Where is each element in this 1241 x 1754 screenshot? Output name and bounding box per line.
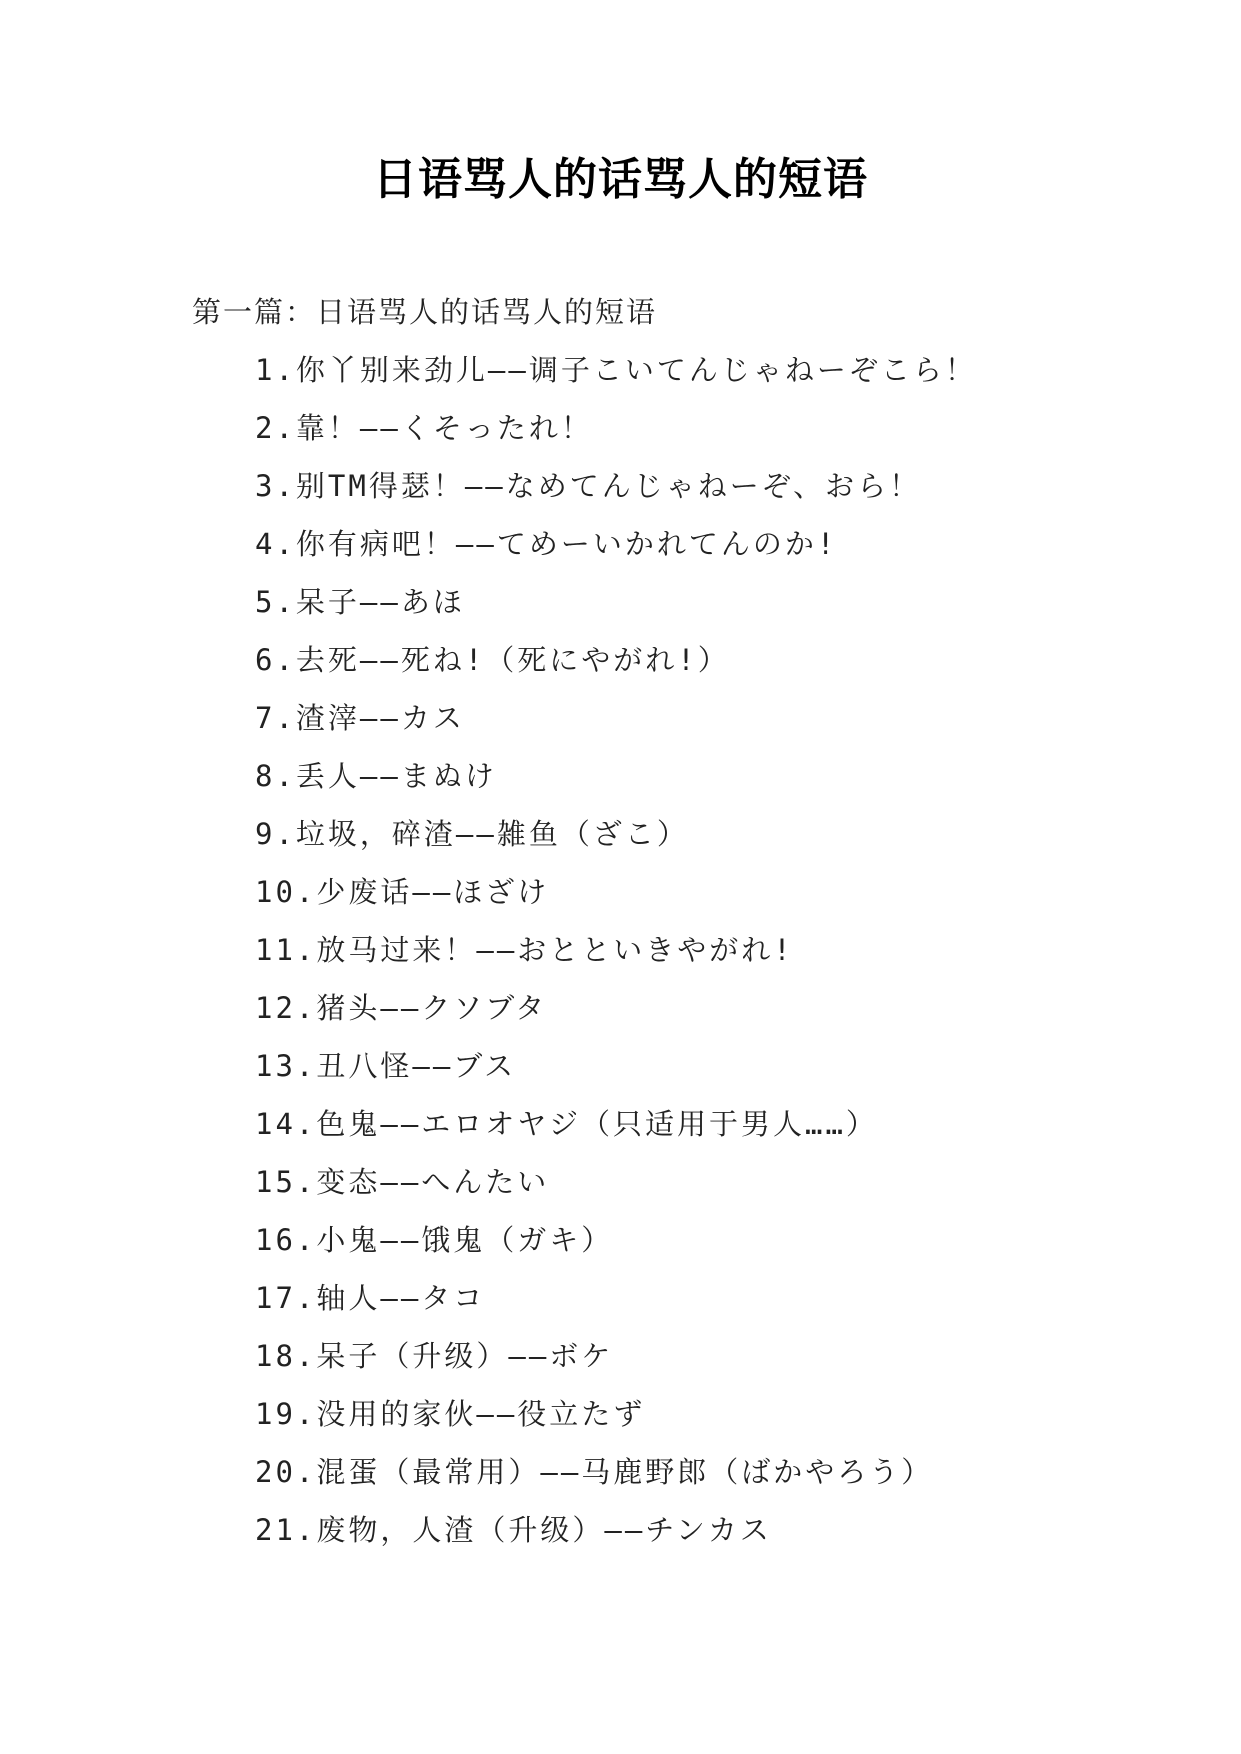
list-item: 15.变态——へんたい — [255, 1165, 550, 1199]
list-item: 4.你有病吧！——てめーいかれてんのか! — [255, 527, 838, 561]
list-item: 20.混蛋（最常用）——马鹿野郎（ばかやろう） — [255, 1455, 934, 1489]
list-item: 19.没用的家伙——役立たず — [255, 1397, 646, 1431]
list-item: 8.丢人——まぬけ — [255, 759, 497, 793]
document-title: 日语骂人的话骂人的短语 — [373, 154, 868, 205]
list-item: 10.少废话——ほざけ — [255, 875, 550, 909]
list-item: 18.呆子（升级）——ボケ — [255, 1339, 614, 1373]
list-item: 3.别TM得瑟！——なめてんじゃねーぞ、おら！ — [255, 469, 922, 503]
list-item: 14.色鬼——エロオヤジ（只适用于男人……） — [255, 1107, 878, 1141]
list-item: 13.丑八怪——ブス — [255, 1049, 517, 1083]
list-item: 6.去死——死ね!（死にやがれ!） — [255, 643, 730, 677]
list-item: 11.放马过来！——おとといきやがれ! — [255, 933, 794, 967]
phrase-list — [255, 350, 977, 1568]
list-item: 21.废物，人渣（升级）——チンカス — [255, 1513, 772, 1547]
list-item: 12.猪头——クソブタ — [255, 991, 548, 1025]
list-item: 17.轴人——タコ — [255, 1281, 486, 1315]
list-item: 9.垃圾，碎渣——雑鱼（ざこ） — [255, 817, 689, 851]
list-item: 2.靠！——くそったれ！ — [255, 411, 593, 445]
list-item: 16.小鬼——饿鬼（ガキ） — [255, 1223, 614, 1257]
list-item: 1.你丫别来劲儿——调子こいてんじゃねーぞこら！ — [255, 353, 977, 387]
section-heading: 第一篇：日语骂人的话骂人的短语 — [192, 295, 658, 329]
list-item: 5.呆子——あほ — [255, 585, 465, 619]
list-item: 7.渣滓——カス — [255, 701, 465, 735]
